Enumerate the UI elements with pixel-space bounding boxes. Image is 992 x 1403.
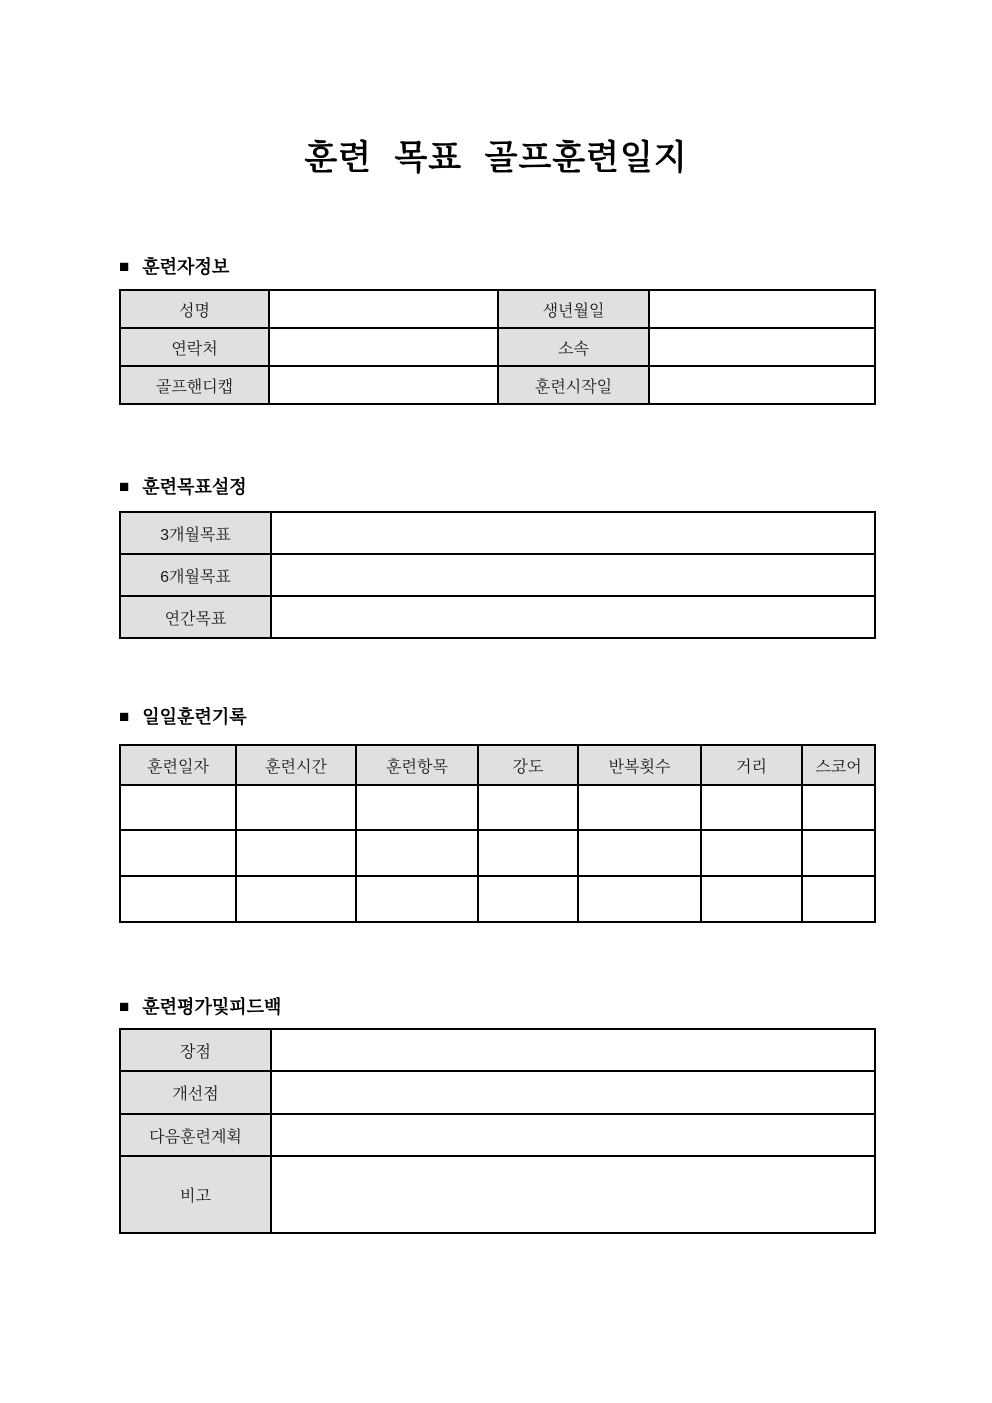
table-row [120, 830, 875, 876]
field-value-next-plan [271, 1114, 875, 1156]
column-header-intensity: 강도 [478, 745, 578, 785]
square-bullet-icon: ■ [119, 476, 130, 496]
field-label-improvements: 개선점 [120, 1071, 271, 1114]
field-value-improvements [271, 1071, 875, 1114]
table-row [120, 290, 875, 328]
table-row [120, 328, 875, 366]
field-value-contact [269, 328, 498, 366]
field-label-contact: 연락처 [120, 328, 269, 366]
field-label-annual-goal: 연간목표 [120, 596, 271, 638]
field-label-affiliation: 소속 [498, 328, 649, 366]
table-row [120, 876, 875, 922]
field-label-start-date: 훈련시작일 [498, 366, 649, 404]
field-value-birthdate [649, 290, 875, 328]
field-label-next-plan: 다음훈련계획 [120, 1114, 271, 1156]
column-header-item: 훈련항목 [356, 745, 478, 785]
section-heading-trainee-info [119, 253, 229, 279]
table-row [120, 1114, 875, 1156]
section-heading-goals [119, 473, 247, 499]
section-heading-text: 훈련목표설정 [142, 477, 247, 497]
feedback-table [119, 1028, 876, 1234]
table-header-row [120, 745, 875, 785]
table-row [120, 554, 875, 596]
column-header-date: 훈련일자 [120, 745, 236, 785]
field-value-handicap [269, 366, 498, 404]
table-row [120, 1029, 875, 1071]
field-label-birthdate: 생년월일 [498, 290, 649, 328]
table-row [120, 512, 875, 554]
column-header-score: 스코어 [802, 745, 875, 785]
square-bullet-icon: ■ [119, 256, 130, 276]
square-bullet-icon: ■ [119, 996, 130, 1016]
column-header-distance: 거리 [701, 745, 802, 785]
field-value-annual-goal [271, 596, 875, 638]
column-header-time: 훈련시간 [236, 745, 356, 785]
field-value-affiliation [649, 328, 875, 366]
field-label-strengths: 장점 [120, 1029, 271, 1071]
section-heading-text: 훈련자정보 [142, 257, 230, 277]
section-heading-daily-log [119, 703, 247, 729]
field-label-handicap: 골프핸디캡 [120, 366, 269, 404]
field-label-6month-goal: 6개월목표 [120, 554, 271, 596]
daily-log-table [119, 744, 876, 923]
field-value-3month-goal [271, 512, 875, 554]
trainee-info-table [119, 289, 876, 405]
section-heading-text: 훈련평가및피드백 [142, 997, 282, 1017]
field-value-start-date [649, 366, 875, 404]
table-row [120, 366, 875, 404]
goals-table [119, 511, 876, 639]
table-row [120, 785, 875, 830]
field-value-strengths [271, 1029, 875, 1071]
square-bullet-icon: ■ [119, 706, 130, 726]
field-label-name: 성명 [120, 290, 269, 328]
field-value-remarks [271, 1156, 875, 1233]
section-heading-text: 일일훈련기록 [142, 707, 247, 727]
table-row [120, 1071, 875, 1114]
field-label-remarks: 비고 [120, 1156, 271, 1233]
document-title: 훈련 목표 골프훈련일지 [304, 139, 688, 177]
field-label-3month-goal: 3개월목표 [120, 512, 271, 554]
column-header-repetitions: 반복횟수 [578, 745, 701, 785]
field-value-name [269, 290, 498, 328]
table-row [120, 596, 875, 638]
table-row [120, 1156, 875, 1233]
section-heading-feedback [119, 993, 281, 1019]
field-value-6month-goal [271, 554, 875, 596]
